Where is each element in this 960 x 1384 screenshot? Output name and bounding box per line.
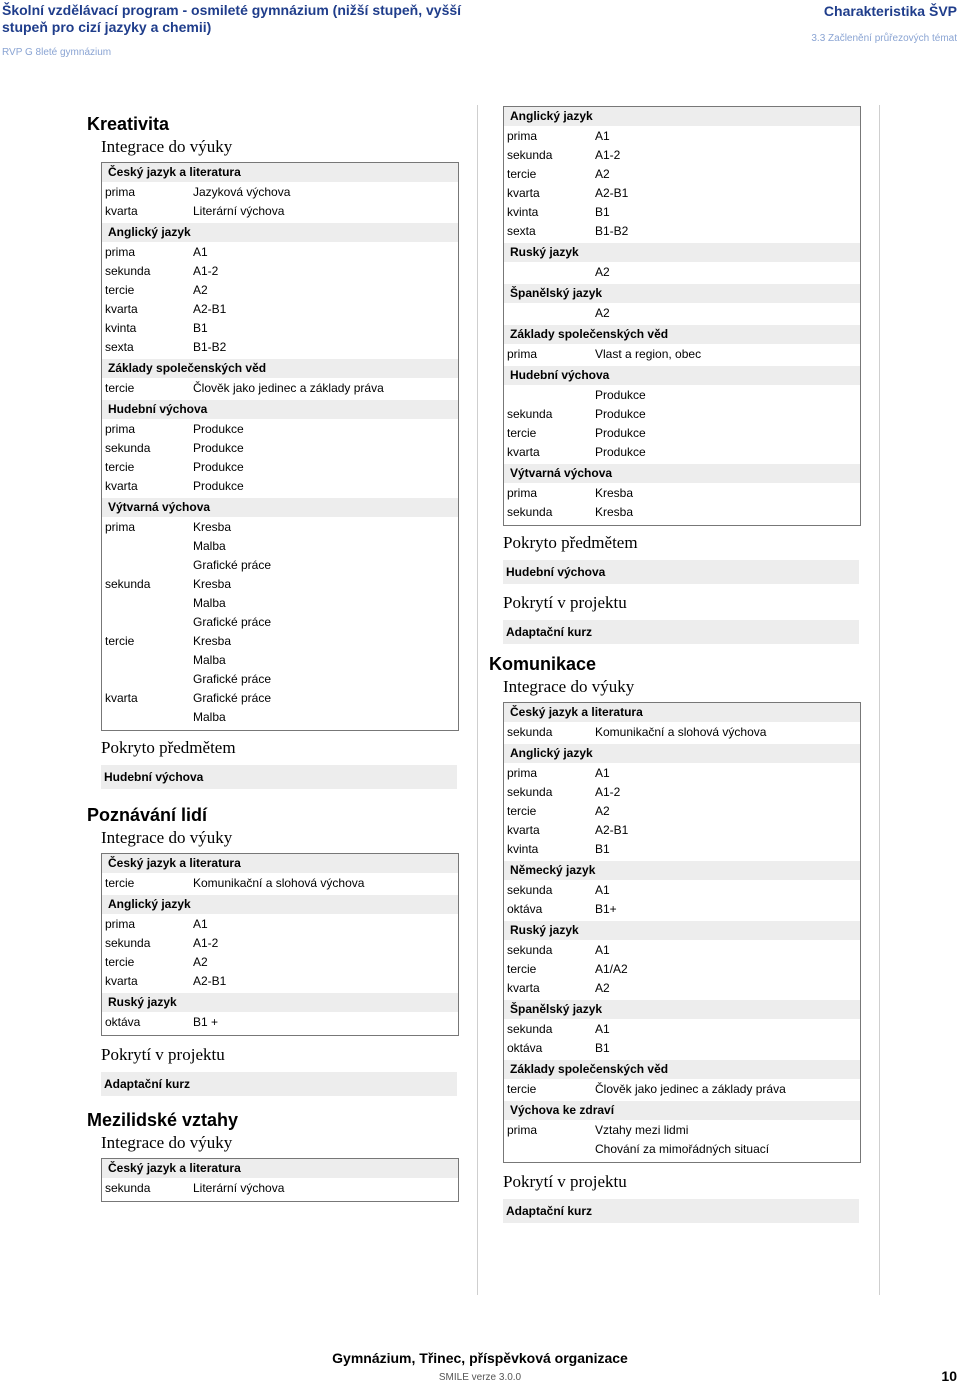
value-cell: Jazyková výchova [193, 185, 291, 199]
value-cell: A1 [595, 129, 610, 143]
grade-cell: kvarta [105, 974, 138, 988]
grade-cell [504, 386, 595, 405]
value-cell: Malba [193, 653, 226, 667]
value-cell: A1-2 [193, 936, 219, 950]
table-row [504, 979, 860, 998]
grade-cell: kvarta [105, 479, 138, 493]
subheading: Pokrytí v projektu [503, 1172, 627, 1191]
value-cell: A2-B1 [193, 974, 227, 988]
value-cell: Produkce [193, 422, 244, 436]
table-row [102, 708, 458, 727]
value-cell: Malba [193, 539, 226, 553]
value-cell: A2-B1 [595, 823, 629, 837]
value-cell: A1 [193, 917, 208, 931]
table-row [504, 424, 860, 443]
value-cell: A2 [595, 265, 610, 279]
grade-cell: sekunda [507, 725, 553, 739]
subject-header: Ruský jazyk [504, 243, 860, 262]
value-cell: A1 [193, 245, 208, 259]
value-cell: Komunikační a slohová výchova [595, 725, 767, 739]
value-cell: Produkce [595, 407, 646, 421]
value-cell: B1-B2 [193, 340, 227, 354]
grade-cell: prima [105, 917, 136, 931]
value-cell: B1 [595, 205, 610, 219]
table-row [102, 874, 458, 893]
grade-cell: kvarta [507, 981, 540, 995]
subject-header: Základy společenských věd [102, 359, 458, 378]
value-cell: A2 [595, 167, 610, 181]
value-cell: A1 [595, 1022, 610, 1036]
grade-cell: sekunda [105, 441, 151, 455]
value-cell: A1-2 [595, 785, 621, 799]
table-row [102, 632, 458, 651]
grade-cell: prima [105, 245, 136, 259]
subheading: Pokrytí v projektu [503, 593, 627, 612]
subject-header: Španělský jazyk [504, 1000, 860, 1019]
footer-version: SMILE verze 3.0.0 [438, 1372, 522, 1383]
grade-cell: prima [507, 766, 538, 780]
value-cell: A1-2 [193, 264, 219, 278]
table-row [504, 802, 860, 821]
table-row [102, 300, 458, 319]
value-cell: Kresba [595, 505, 634, 519]
integration-table [101, 853, 459, 1036]
integration-table [101, 1158, 459, 1202]
table-row [102, 262, 458, 281]
grade-cell: tercie [105, 955, 135, 969]
value-cell: Člověk jako jedinec a základy práva [193, 381, 384, 395]
table-row [102, 202, 458, 221]
grade-cell: kvarta [105, 302, 138, 316]
value-cell: Komunikační a slohová výchova [193, 876, 365, 890]
column-divider [879, 105, 880, 1295]
table-row [102, 556, 458, 575]
table-row [102, 420, 458, 439]
subject-header: Výtvarná výchova [102, 498, 458, 517]
table-row [504, 386, 860, 405]
table-row [504, 821, 860, 840]
value-cell: A1-2 [595, 148, 621, 162]
grade-cell: sekunda [507, 1022, 553, 1036]
table-row [102, 537, 458, 556]
table-row [102, 934, 458, 953]
value-cell: A2-B1 [193, 302, 227, 316]
grade-cell: sekunda [507, 505, 553, 519]
table-row [102, 1013, 458, 1032]
grade-cell: kvarta [105, 691, 138, 705]
grade-cell [102, 594, 193, 613]
column-divider [477, 105, 478, 1295]
subject-header: Španělský jazyk [504, 284, 860, 303]
grade-cell: sekunda [507, 148, 553, 162]
grade-cell: sekunda [507, 407, 553, 421]
value-cell: A2-B1 [595, 186, 629, 200]
grade-cell: tercie [507, 1082, 537, 1096]
table-row [102, 319, 458, 338]
value-cell: B1 + [193, 1015, 219, 1029]
table-row [102, 972, 458, 991]
subheading: Integrace do výuky [101, 137, 233, 156]
value-cell: Kresba [595, 486, 634, 500]
value-cell: Chování za mimořádných situací [595, 1142, 770, 1156]
table-row [102, 575, 458, 594]
table-row [102, 243, 458, 262]
subject-header: Anglický jazyk [504, 107, 860, 126]
table-row [504, 1039, 860, 1058]
grade-cell: sekunda [105, 936, 151, 950]
table-row [102, 953, 458, 972]
section-heading: Kreativita [87, 114, 170, 134]
table-row [504, 960, 860, 979]
table-row [102, 281, 458, 300]
table-row [504, 345, 860, 364]
subject-header: Anglický jazyk [102, 223, 458, 242]
table-row [102, 477, 458, 496]
subject-header: Německý jazyk [504, 861, 860, 880]
value-cell: Grafické práce [193, 672, 272, 686]
table-row [504, 840, 860, 859]
subject-header: Český jazyk a literatura [102, 1159, 458, 1178]
grade-cell: prima [105, 520, 136, 534]
project-bar: Adaptační kurz [503, 620, 859, 644]
left-column [87, 106, 467, 1202]
section-heading: Mezilidské vztahy [87, 1110, 239, 1130]
grade-cell: tercie [105, 634, 135, 648]
subheading: Integrace do výuky [101, 828, 233, 847]
grade-cell: tercie [105, 381, 135, 395]
value-cell: Malba [193, 596, 226, 610]
table-row [504, 1121, 860, 1140]
grade-cell: prima [507, 347, 538, 361]
value-cell: B1+ [595, 902, 617, 916]
grade-cell: tercie [507, 167, 537, 181]
grade-cell: sekunda [507, 785, 553, 799]
grade-cell: kvinta [507, 205, 539, 219]
value-cell: Člověk jako jedinec a základy práva [595, 1082, 786, 1096]
table-row [102, 915, 458, 934]
table-row [504, 304, 860, 323]
grade-cell: sexta [507, 224, 536, 238]
value-cell: Produkce [193, 441, 244, 455]
table-row [102, 651, 458, 670]
value-cell: A1 [595, 943, 610, 957]
table-row [504, 263, 860, 282]
grade-cell [102, 537, 193, 556]
grade-cell: kvarta [507, 445, 540, 459]
table-row [102, 338, 458, 357]
grade-cell [504, 1140, 595, 1159]
subheading: Pokryto předmětem [101, 738, 236, 757]
grade-cell: prima [105, 185, 136, 199]
value-cell: Kresba [193, 520, 232, 534]
grade-cell: oktáva [105, 1015, 141, 1029]
table-row [504, 203, 860, 222]
value-cell: A2 [595, 804, 610, 818]
grade-cell: sexta [105, 340, 134, 354]
table-row [504, 222, 860, 241]
right-column [489, 106, 869, 1223]
grade-cell: tercie [507, 804, 537, 818]
value-cell: Produkce [193, 460, 244, 474]
grade-cell: sekunda [105, 1181, 151, 1195]
value-cell: A1 [595, 766, 610, 780]
table-row [102, 183, 458, 202]
table-row [504, 165, 860, 184]
subheading: Integrace do výuky [503, 677, 635, 696]
grade-cell: kvinta [507, 842, 539, 856]
value-cell: Kresba [193, 634, 232, 648]
section-title: 3.3 Začlenění průřezových témat [811, 33, 957, 44]
grade-cell: tercie [507, 962, 537, 976]
subheading: Pokrytí v projektu [101, 1045, 225, 1064]
integration-table [101, 162, 459, 731]
value-cell: Malba [193, 710, 226, 724]
grade-cell: prima [105, 422, 136, 436]
value-cell: A1/A2 [595, 962, 628, 976]
table-row [504, 443, 860, 462]
subject-header: Ruský jazyk [504, 921, 860, 940]
table-row [102, 613, 458, 632]
table-row [102, 518, 458, 537]
grade-cell [102, 613, 193, 632]
subject-header: Český jazyk a literatura [102, 854, 458, 873]
table-row [504, 783, 860, 802]
table-row [504, 1080, 860, 1099]
table-row [504, 405, 860, 424]
grade-cell: sekunda [507, 943, 553, 957]
grade-cell: prima [507, 129, 538, 143]
table-row [504, 764, 860, 783]
table-row [102, 439, 458, 458]
table-row [504, 723, 860, 742]
grade-cell [102, 670, 193, 689]
value-cell: Grafické práce [193, 558, 272, 572]
value-cell: A1 [595, 883, 610, 897]
table-row [504, 1140, 860, 1159]
value-cell: A2 [193, 955, 208, 969]
subject-bar: Hudební výchova [503, 560, 859, 584]
value-cell: Grafické práce [193, 615, 272, 629]
grade-cell: tercie [507, 426, 537, 440]
grade-cell: kvarta [507, 186, 540, 200]
rvp-label: RVP G 8leté gymnázium [2, 47, 112, 58]
document-title: Školní vzdělávací program - osmileté gymnázium (nižší stupeň, vyšší stupeň pro cizí jazyky a chemii) [2, 2, 462, 35]
grade-cell: sekunda [105, 577, 151, 591]
table-row [504, 484, 860, 503]
grade-cell: oktáva [507, 902, 543, 916]
grade-cell: prima [507, 486, 538, 500]
table-row [102, 1179, 458, 1198]
subject-header: Český jazyk a literatura [504, 703, 860, 722]
grade-cell: tercie [105, 460, 135, 474]
project-bar: Adaptační kurz [101, 1072, 457, 1096]
grade-cell: sekunda [105, 264, 151, 278]
value-cell: Produkce [595, 445, 646, 459]
grade-cell: tercie [105, 283, 135, 297]
table-row [504, 127, 860, 146]
value-cell: B1 [595, 842, 610, 856]
grade-cell [504, 263, 595, 282]
grade-cell: oktáva [507, 1041, 543, 1055]
value-cell: A2 [595, 306, 610, 320]
grade-cell: prima [507, 1123, 538, 1137]
table-row [102, 689, 458, 708]
integration-table [503, 106, 861, 526]
subject-header: Hudební výchova [504, 366, 860, 385]
subject-header: Základy společenských věd [504, 325, 860, 344]
value-cell: Produkce [595, 426, 646, 440]
subject-header: Výchova ke zdraví [504, 1101, 860, 1120]
grade-cell [102, 708, 193, 727]
table-row [504, 146, 860, 165]
section-heading: Komunikace [489, 654, 597, 674]
footer-organization: Gymnázium, Třinec, příspěvková organizace [332, 1350, 628, 1366]
value-cell: B1 [595, 1041, 610, 1055]
table-row [504, 503, 860, 522]
grade-cell [504, 304, 595, 323]
value-cell: Vztahy mezi lidmi [595, 1123, 689, 1137]
grade-cell [102, 556, 193, 575]
subject-header: Základy společenských věd [504, 1060, 860, 1079]
table-row [102, 379, 458, 398]
page-number: 10 [941, 1368, 957, 1384]
table-row [504, 900, 860, 919]
grade-cell: kvarta [507, 823, 540, 837]
subject-bar: Hudební výchova [101, 765, 457, 789]
grade-cell: tercie [105, 876, 135, 890]
subheading: Integrace do výuky [101, 1133, 233, 1152]
value-cell: Literární výchova [193, 204, 285, 218]
subject-header: Hudební výchova [102, 400, 458, 419]
value-cell: A2 [193, 283, 208, 297]
grade-cell: kvarta [105, 204, 138, 218]
chapter-title: Charakteristika ŠVP [823, 3, 957, 19]
value-cell: B1-B2 [595, 224, 629, 238]
subject-header: Ruský jazyk [102, 993, 458, 1012]
value-cell: Vlast a region, obec [595, 347, 702, 361]
subject-header: Anglický jazyk [102, 895, 458, 914]
table-row [102, 670, 458, 689]
subject-header: Výtvarná výchova [504, 464, 860, 483]
table-row [504, 1020, 860, 1039]
table-row [504, 881, 860, 900]
subject-header: Český jazyk a literatura [102, 163, 458, 182]
grade-cell [102, 651, 193, 670]
integration-table [503, 702, 861, 1163]
table-row [102, 594, 458, 613]
value-cell: Grafické práce [193, 691, 272, 705]
value-cell: B1 [193, 321, 208, 335]
subject-header: Anglický jazyk [504, 744, 860, 763]
table-row [102, 458, 458, 477]
value-cell: Produkce [193, 479, 244, 493]
project-bar: Adaptační kurz [503, 1199, 859, 1223]
grade-cell: sekunda [507, 883, 553, 897]
table-row [504, 184, 860, 203]
value-cell: Literární výchova [193, 1181, 285, 1195]
value-cell: A2 [595, 981, 610, 995]
value-cell: Kresba [193, 577, 232, 591]
grade-cell: kvinta [105, 321, 137, 335]
value-cell: Produkce [595, 388, 646, 402]
table-row [504, 941, 860, 960]
section-heading: Poznávání lidí [87, 805, 208, 825]
subheading: Pokryto předmětem [503, 533, 638, 552]
